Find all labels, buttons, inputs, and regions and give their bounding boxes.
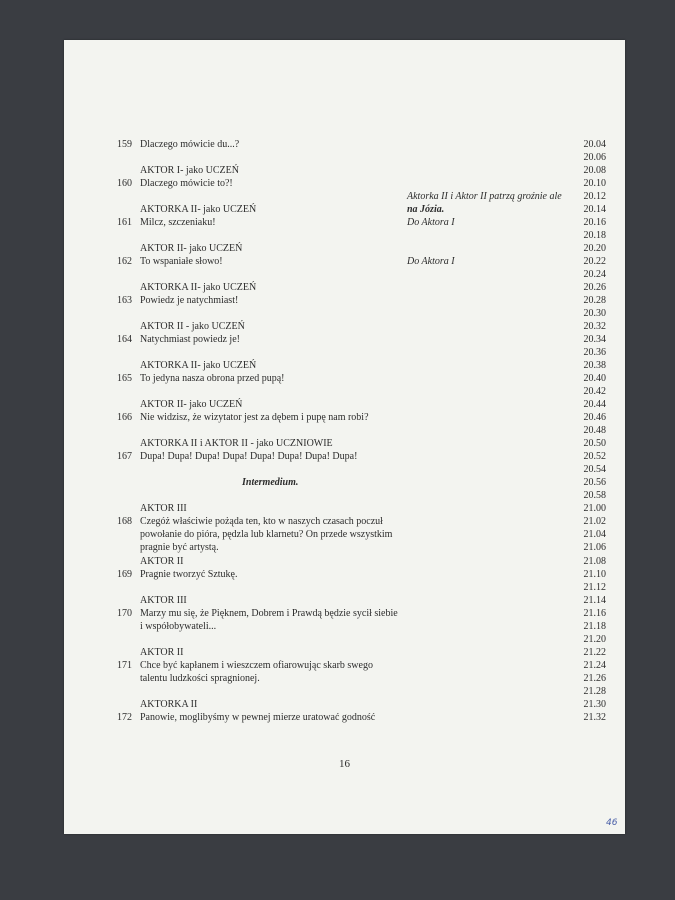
- script-line: [64, 581, 625, 594]
- timecode: 20.14: [583, 204, 606, 216]
- timecode: 20.08: [583, 165, 606, 177]
- timecode: 21.32: [583, 711, 606, 723]
- timecode: 21.12: [583, 581, 606, 593]
- timecode: 20.50: [583, 438, 606, 450]
- line-text: AKTOR III: [140, 503, 187, 515]
- line-text: AKTORKA II i AKTOR II - jako UCZNIOWIE: [140, 438, 333, 450]
- script-line: [64, 307, 625, 320]
- line-number: 170: [117, 607, 132, 619]
- script-line: [64, 711, 625, 724]
- script-line: [64, 541, 625, 554]
- script-line: [64, 268, 625, 281]
- timecode: 20.46: [583, 412, 606, 424]
- script-line: [64, 515, 625, 528]
- timecode: 20.52: [583, 451, 606, 463]
- timecode: 20.48: [583, 425, 606, 437]
- document-page: [64, 40, 625, 834]
- line-number: 163: [117, 295, 132, 307]
- line-number: 166: [117, 412, 132, 424]
- line-number: 159: [117, 139, 132, 150]
- line-text: Panowie, moglibyśmy w pewnej mierze uratować godność: [140, 711, 376, 723]
- line-text: Pragnie tworzyć Sztukę.: [140, 568, 238, 580]
- line-text: Nie widzisz, że wizytator jest za dębem i pupę nam robi?: [140, 412, 369, 424]
- timecode: 21.10: [583, 568, 606, 580]
- script-line: [64, 672, 625, 685]
- line-number: 164: [117, 334, 132, 346]
- script-line: [64, 164, 625, 177]
- line-text: To wspaniałe słowo!: [140, 256, 223, 268]
- timecode: 21.16: [583, 607, 606, 619]
- script-line: [64, 555, 625, 568]
- line-text: AKTOR II- jako UCZEŃ: [140, 399, 243, 411]
- line-number: 160: [117, 178, 132, 190]
- line-text: AKTOR II- jako UCZEŃ: [140, 243, 243, 255]
- script-line: [64, 229, 625, 242]
- stage-direction: Do Aktora I: [407, 217, 455, 229]
- script-line: [64, 685, 625, 698]
- line-text: AKTOR II - jako UCZEŃ: [140, 321, 245, 333]
- script-line: [64, 203, 625, 216]
- line-text: Powiedz je natychmiast!: [140, 295, 239, 307]
- script-line: [64, 620, 625, 633]
- section-heading: Intermedium.: [242, 477, 299, 489]
- line-number: 172: [117, 711, 132, 723]
- timecode: 20.18: [583, 230, 606, 242]
- timecode: 20.04: [583, 139, 606, 150]
- script-line: [64, 190, 625, 203]
- script-line: [64, 151, 625, 164]
- timecode: 20.30: [583, 308, 606, 320]
- script-line: [64, 489, 625, 502]
- timecode: 21.18: [583, 620, 606, 632]
- script-line: [64, 698, 625, 711]
- script-line: [64, 450, 625, 463]
- line-number: 169: [117, 568, 132, 580]
- timecode: 20.36: [583, 347, 606, 359]
- script-line: [64, 424, 625, 437]
- script-line: [64, 216, 625, 229]
- timecode: 20.42: [583, 386, 606, 398]
- line-number: 165: [117, 373, 132, 385]
- timecode: 20.22: [583, 256, 606, 268]
- stage-direction: Do Aktora I: [407, 256, 455, 268]
- timecode: 20.38: [583, 360, 606, 372]
- script-line: [64, 502, 625, 515]
- timecode: 21.26: [583, 672, 606, 684]
- stage-direction: Aktorka II i Aktor II patrzą groźnie ale: [407, 191, 562, 203]
- script-line: [64, 646, 625, 659]
- timecode: 21.06: [583, 542, 606, 554]
- script-line: [64, 346, 625, 359]
- script-line: [64, 398, 625, 411]
- line-text: Dlaczego mówicie to?!: [140, 178, 233, 190]
- timecode: 20.10: [583, 178, 606, 190]
- line-text: AKTOR I- jako UCZEŃ: [140, 165, 239, 177]
- timecode: 21.02: [583, 516, 606, 528]
- line-text: AKTOR II: [140, 646, 184, 658]
- script-line: [64, 476, 625, 489]
- script-line: [64, 659, 625, 672]
- line-text: powołanie do pióra, pędzla lub klarnetu? On przede wszystkim: [140, 529, 393, 541]
- stage-direction: na Józia.: [407, 204, 445, 216]
- timecode: 20.34: [583, 334, 606, 346]
- line-number: 171: [117, 659, 132, 671]
- timecode: 21.20: [583, 633, 606, 645]
- line-text: pragnie być artystą.: [140, 542, 219, 554]
- page-number: 16: [339, 758, 350, 770]
- line-number: 168: [117, 516, 132, 528]
- script-line: [64, 333, 625, 346]
- line-text: Czegóż właściwie pożąda ten, kto w naszych czasach poczuł: [140, 516, 383, 528]
- script-lines: [64, 138, 625, 724]
- line-text: AKTOR II: [140, 555, 184, 567]
- line-text: AKTORKA II: [140, 698, 198, 710]
- timecode: 21.24: [583, 659, 606, 671]
- script-line: [64, 437, 625, 450]
- script-line: [64, 242, 625, 255]
- timecode: 20.58: [583, 490, 606, 502]
- script-line: [64, 359, 625, 372]
- line-text: AKTORKA II- jako UCZEŃ: [140, 360, 257, 372]
- script-line: [64, 463, 625, 476]
- handwritten-mark: 46: [606, 818, 618, 828]
- timecode: 20.20: [583, 243, 606, 255]
- script-line: [64, 568, 625, 581]
- timecode: 20.24: [583, 269, 606, 281]
- timecode: 20.32: [583, 321, 606, 333]
- script-line: [64, 385, 625, 398]
- script-line: [64, 177, 625, 190]
- script-line: [64, 594, 625, 607]
- timecode: 20.56: [583, 477, 606, 489]
- line-text: i współobywateli...: [140, 620, 217, 632]
- line-text: Milcz, szczeniaku!: [140, 217, 216, 229]
- line-text: Marzy mu się, że Pięknem, Dobrem i Prawdą będzie sycił siebie: [140, 607, 398, 619]
- timecode: 20.26: [583, 282, 606, 294]
- script-line: [64, 138, 625, 151]
- timecode: 21.28: [583, 685, 606, 697]
- line-text: Chce być kapłanem i wieszczem ofiarowując skarb swego: [140, 659, 373, 671]
- timecode: 21.30: [583, 698, 606, 710]
- timecode: 20.06: [583, 152, 606, 164]
- script-line: [64, 320, 625, 333]
- line-text: talentu ludzkości spragnionej.: [140, 672, 260, 684]
- script-line: [64, 294, 625, 307]
- timecode: 21.00: [583, 503, 606, 515]
- timecode: 21.22: [583, 646, 606, 658]
- timecode: 21.08: [583, 555, 606, 567]
- line-number: 167: [117, 451, 132, 463]
- line-text: To jedyna nasza obrona przed pupą!: [140, 373, 285, 385]
- line-number: 162: [117, 256, 132, 268]
- line-text: AKTORKA II- jako UCZEŃ: [140, 282, 257, 294]
- script-line: [64, 281, 625, 294]
- line-number: 161: [117, 217, 132, 229]
- timecode: 20.44: [583, 399, 606, 411]
- script-line: [64, 372, 625, 385]
- script-line: [64, 607, 625, 620]
- timecode: 20.40: [583, 373, 606, 385]
- timecode: 21.04: [583, 529, 606, 541]
- timecode: 20.16: [583, 217, 606, 229]
- timecode: 21.14: [583, 594, 606, 606]
- line-text: Dupa! Dupa! Dupa! Dupa! Dupa! Dupa! Dupa! Dupa!: [140, 451, 358, 463]
- script-line: [64, 411, 625, 424]
- script-line: [64, 528, 625, 541]
- timecode: 20.54: [583, 464, 606, 476]
- line-text: AKTORKA II- jako UCZEŃ: [140, 204, 257, 216]
- line-text: AKTOR III: [140, 594, 187, 606]
- script-line: [64, 633, 625, 646]
- timecode: 20.28: [583, 295, 606, 307]
- timecode: 20.12: [583, 191, 606, 203]
- line-text: Natychmiast powiedz je!: [140, 334, 240, 346]
- line-text: Dlaczego mówicie du...?: [140, 139, 240, 150]
- script-line: [64, 255, 625, 268]
